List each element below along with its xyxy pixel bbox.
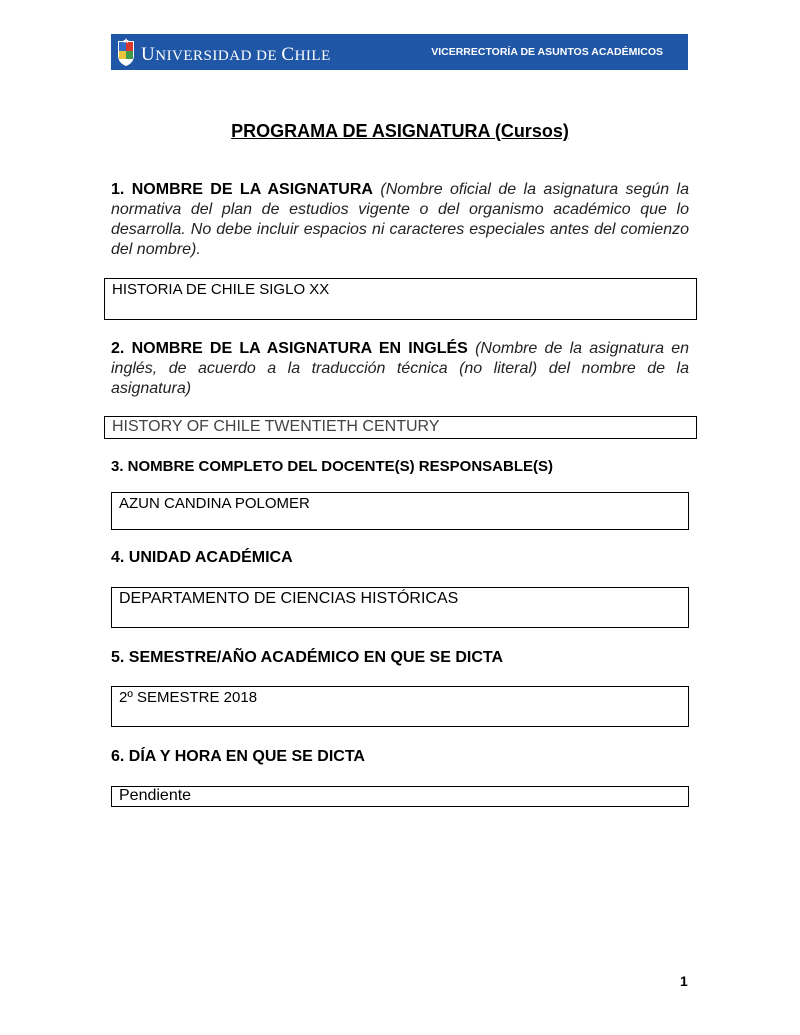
field-instructor: AZUN CANDINA POLOMER <box>111 492 689 530</box>
page-title: PROGRAMA DE ASIGNATURA (Cursos) <box>231 121 569 141</box>
field-academic-unit: DEPARTAMENTO DE CIENCIAS HISTÓRICAS <box>111 587 689 628</box>
section-5-heading: 5. SEMESTRE/AÑO ACADÉMICO EN QUE SE DICTA <box>111 649 504 666</box>
section-6-heading: 6. DÍA Y HORA EN QUE SE DICTA <box>111 748 365 765</box>
field-course-name: HISTORIA DE CHILE SIGLO XX <box>104 278 697 320</box>
section-3-heading: 3. NOMBRE COMPLETO DEL DOCENTE(S) RESPONSABLE(S) <box>111 458 553 475</box>
section-4-heading: 4. UNIDAD ACADÉMICA <box>111 549 293 566</box>
field-schedule: Pendiente <box>111 786 689 807</box>
header-banner <box>111 34 688 70</box>
vicerrectoria-label: VICERRECTORÍA DE ASUNTOS ACADÉMICOS <box>431 46 663 58</box>
page-number: 1 <box>680 973 688 989</box>
section-2-heading: 2. NOMBRE DE LA ASIGNATURA EN INGLÉS (Nombre de la asignatura en inglés, de acuerdo a la traducción técnica (no literal) del nombre de la asignatura) <box>111 340 689 397</box>
field-semester: 2º SEMESTRE 2018 <box>111 686 689 727</box>
section-1-heading: 1. NOMBRE DE LA ASIGNATURA (Nombre oficial de la asignatura según la normativa del plan de estudios vigente o del organismo académico que lo desarrolla. No debe incluir espacios ni caracteres especiales antes del comienzo del nombre). <box>111 181 690 258</box>
university-name: UNIVERSIDAD DE CHILE <box>141 44 331 65</box>
university-crest-icon <box>116 37 136 67</box>
field-course-name-english: HISTORY OF CHILE TWENTIETH CENTURY <box>104 416 697 439</box>
